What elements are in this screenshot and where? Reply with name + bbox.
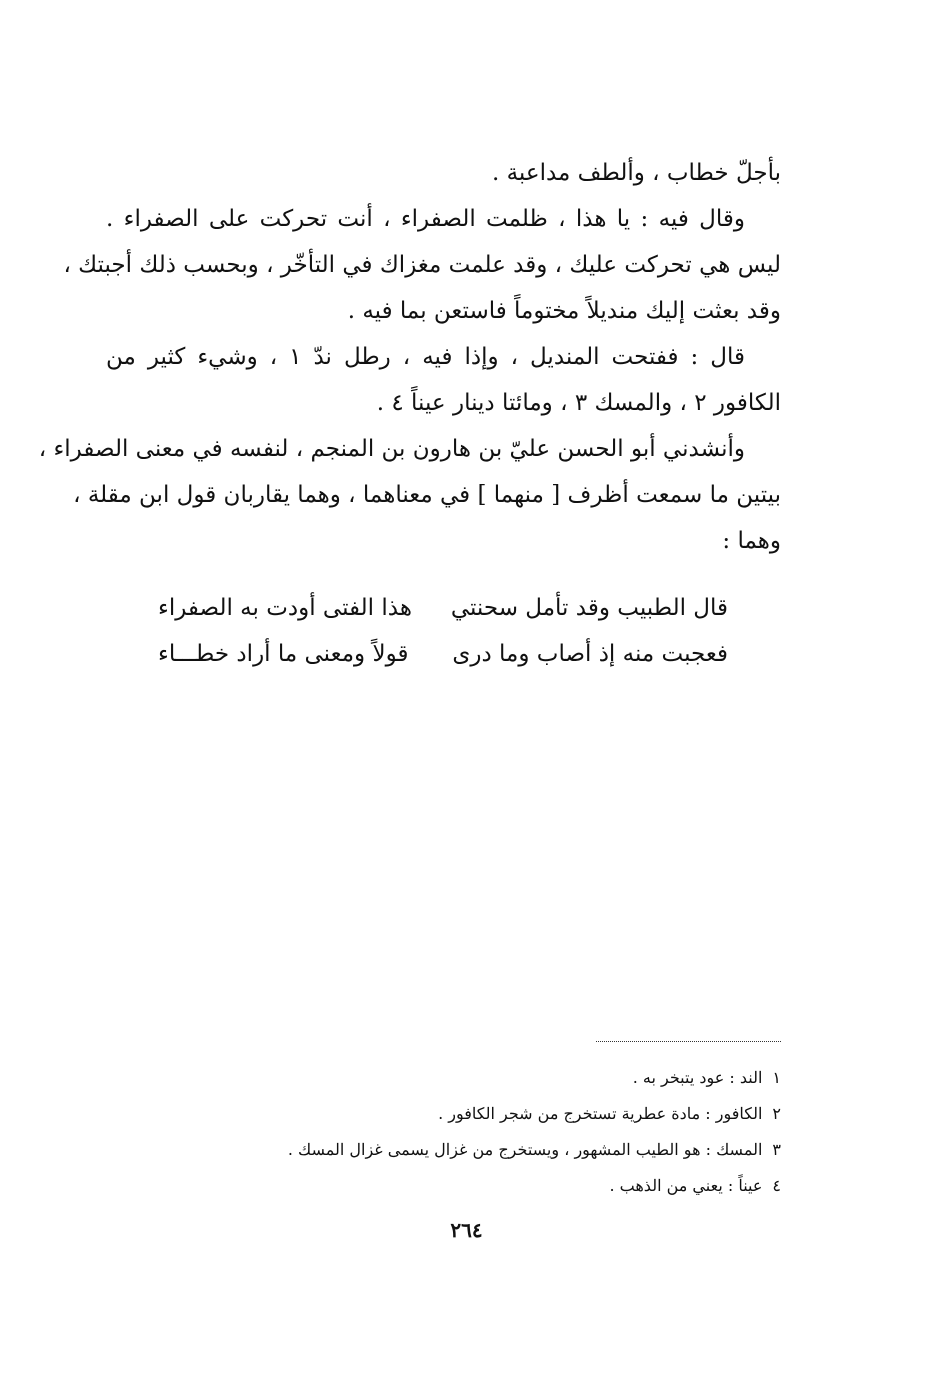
verse-first-hemistich: فعجبت منه إذ أصاب وما درى [452,641,728,667]
footnote-number: ٣ [772,1140,781,1159]
footnote-number: ١ [772,1068,781,1087]
verse-line [158,585,728,631]
text-line: بيتين ما سمعت أظرف [ منهما ] في معناهما ، وهما يقاربان قول ابن مقلة ، [73,482,781,508]
footnote-text: المسك : هو الطيب المشهور ، ويستخرج من غزال يسمى غزال المسك . [287,1140,763,1159]
verse-first-hemistich: قال الطبيب وقد تأمل سحنتي [450,595,728,621]
page-number: ٢٦٤ [450,1218,483,1242]
verse-second-hemistich: هذا الفتى أودت به الصفراء [158,595,412,621]
footnote [81,1132,781,1168]
text-line: قال : ففتحت المنديل ، وإذا فيه ، رطل ندّ ١ ، وشيء كثير من [106,344,745,370]
text-line: وقد بعثت إليك منديلاً مختوماً فاستعن بما فيه . [347,298,781,324]
poem-verses [158,585,728,677]
footnotes [81,1060,781,1204]
body-text [38,150,781,564]
verse-second-hemistich: قولاً ومعنى ما أراد خطـــاء [158,641,409,667]
footnote-number: ٤ [772,1176,781,1195]
footnote-text: عيناً : يعني من الذهب . [609,1176,763,1195]
footnote-separator [596,1041,781,1042]
footnote-number: ٢ [772,1104,781,1123]
text-line: الكافور ٢ ، والمسك ٣ ، ومائتا دينار عيناً ٤ . [376,390,781,416]
verse-line [158,631,728,677]
text-line: وهما : [722,528,781,554]
text-line: بأجلّ خطاب ، وألطف مداعبة . [491,160,781,186]
text-line: وقال فيه : يا هذا ، ظلمت الصفراء ، أنت تحركت على الصفراء . [106,206,745,232]
footnote [81,1060,781,1096]
footnote-text: الند : عود يتبخر به . [632,1068,763,1087]
footnote-text: الكافور : مادة عطرية تستخرج من شجر الكافور . [438,1104,763,1123]
text-line: ليس هي تحركت عليك ، وقد علمت مغزاك في التأخّر ، وبحسب ذلك أجبتك ، [63,252,781,278]
text-line: وأنشدني أبو الحسن عليّ بن هارون بن المنجم ، لنفسه في معنى الصفراء ، [38,436,745,462]
footnote [81,1096,781,1132]
footnote [81,1168,781,1204]
